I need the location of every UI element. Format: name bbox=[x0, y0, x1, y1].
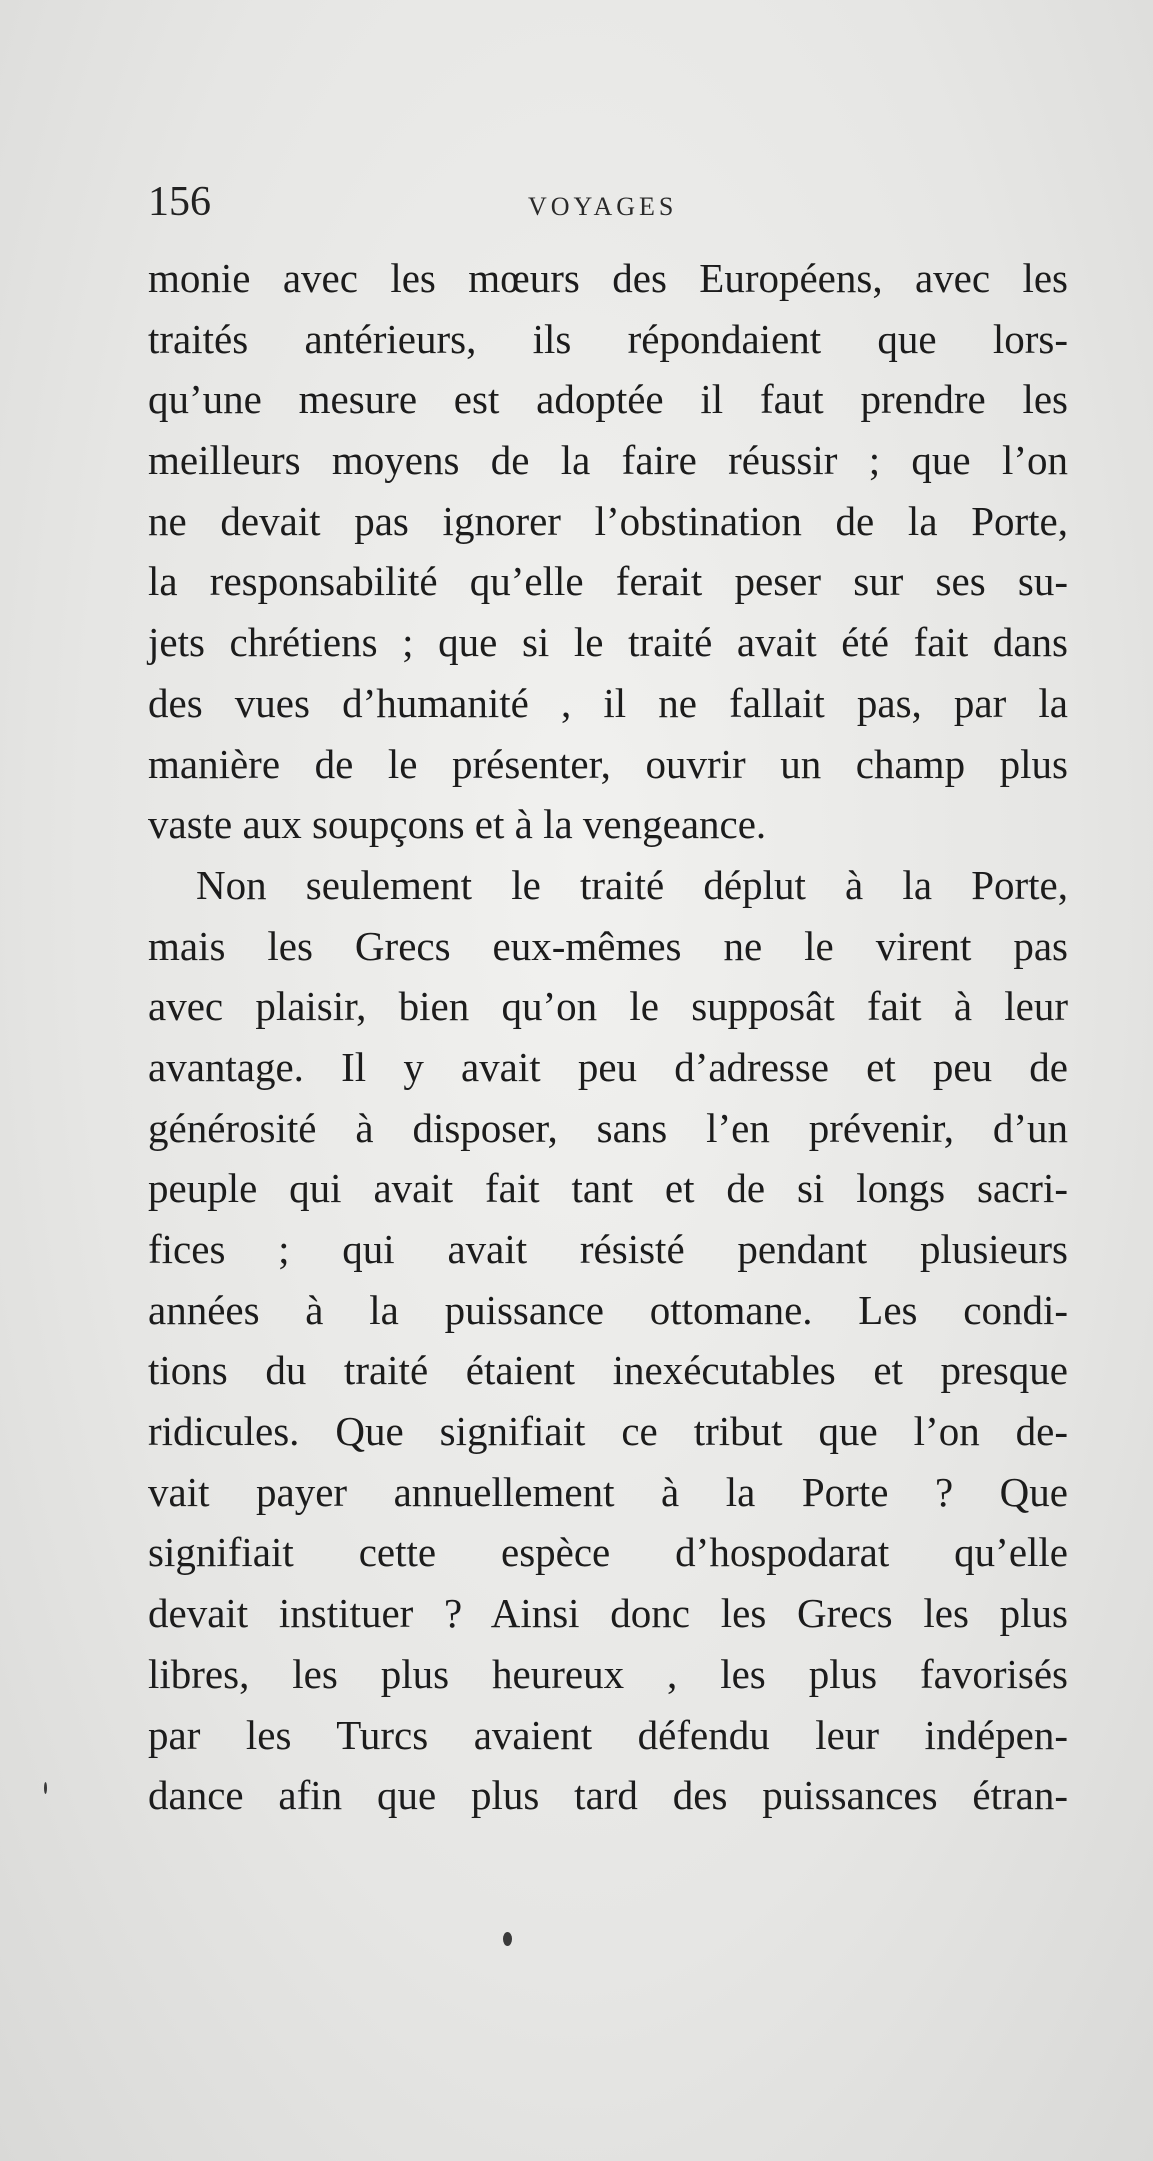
text-line: avantage. Il y avait peu d’adresse et peu de bbox=[148, 1043, 1068, 1090]
text-line: signifiait cette espèce d’hospodarat qu’elle bbox=[148, 1529, 1068, 1576]
text-line: qu’une mesure est adoptée il faut prendre les bbox=[148, 376, 1068, 423]
text-line: vaste aux soupçons et à la vengeance. bbox=[148, 801, 767, 848]
body-text bbox=[148, 248, 1068, 1826]
text-line: Non seulement le traité déplut à la Porte, bbox=[196, 861, 1068, 908]
text-line: par les Turcs avaient défendu leur indépen- bbox=[148, 1711, 1068, 1758]
text-line: monie avec les mœurs des Européens, avec les bbox=[148, 255, 1068, 301]
text-line: jets chrétiens ; que si le traité avait été fait dans bbox=[148, 619, 1068, 666]
text-line: la responsabilité qu’elle ferait peser sur ses su- bbox=[148, 558, 1068, 605]
text-line: tions du traité étaient inexécutables et presque bbox=[148, 1347, 1068, 1394]
running-head: VOYAGES bbox=[528, 192, 678, 221]
text-line: mais les Grecs eux-mêmes ne le virent pas bbox=[148, 922, 1068, 969]
page-number: 156 bbox=[148, 179, 211, 225]
text-line: libres, les plus heureux , les plus favorisés bbox=[148, 1650, 1068, 1697]
text-line: avec plaisir, bien qu’on le supposât fait à leur bbox=[148, 983, 1068, 1030]
text-line: peuple qui avait fait tant et de si longs sacri- bbox=[148, 1165, 1068, 1212]
paper-speck bbox=[503, 1932, 512, 1946]
text-line: meilleurs moyens de la faire réussir ; que l’on bbox=[148, 437, 1068, 484]
text-line: fices ; qui avait résisté pendant plusieurs bbox=[148, 1226, 1068, 1272]
text-line: traités antérieurs, ils répondaient que lors- bbox=[148, 315, 1068, 362]
page-header bbox=[148, 178, 1068, 228]
text-line: devait instituer ? Ainsi donc les Grecs les plus bbox=[148, 1590, 1068, 1637]
text-line: manière de le présenter, ouvrir un champ plus bbox=[148, 740, 1068, 787]
text-line: dance afin que plus tard des puissances étran- bbox=[148, 1772, 1068, 1819]
text-line: des vues d’humanité , il ne fallait pas, par la bbox=[148, 679, 1068, 726]
text-line: générosité à disposer, sans l’en prévenir, d’un bbox=[148, 1104, 1068, 1151]
text-line: vait payer annuellement à la Porte ? Que bbox=[148, 1468, 1068, 1515]
paragraph-2 bbox=[148, 855, 1068, 1826]
text-line: ridicules. Que signifiait ce tribut que l’on de- bbox=[148, 1408, 1068, 1455]
text-line: ne devait pas ignorer l’obstination de la Porte, bbox=[148, 497, 1068, 544]
text-line: années à la puissance ottomane. Les condi- bbox=[148, 1286, 1068, 1333]
paragraph-1 bbox=[148, 248, 1068, 855]
paper-speck bbox=[44, 1782, 47, 1794]
